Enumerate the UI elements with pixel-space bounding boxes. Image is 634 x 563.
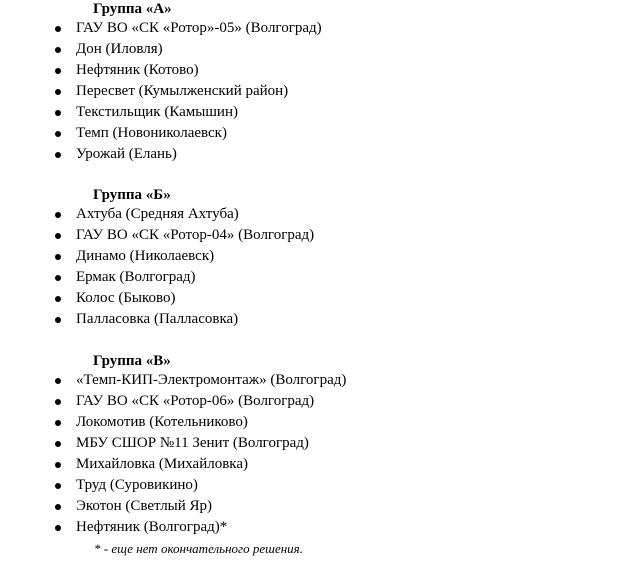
team-name: Экотон (Светлый Яр) [76, 498, 213, 514]
list-item [0, 309, 634, 330]
bullet-icon [55, 483, 61, 489]
group-a-team-list [0, 18, 634, 165]
team-name: Михайловка (Михайловка) [76, 456, 249, 472]
list-item [0, 144, 634, 165]
bullet-icon [55, 441, 61, 447]
bullet-icon [55, 89, 61, 95]
team-name: Динамо (Николаевск) [76, 248, 215, 264]
team-name: Ермак (Волгоград) [76, 269, 196, 285]
bullet-icon [55, 296, 61, 302]
list-item [0, 496, 634, 517]
team-name: Урожай (Елань) [76, 146, 177, 162]
team-name: ГАУ ВО «СК «Ротор-04» (Волгоград) [76, 227, 315, 243]
list-item [0, 123, 634, 144]
team-name: МБУ СШОР №11 Зенит (Волгоград) [76, 435, 309, 451]
group-b-title: Группа «Б» [93, 187, 171, 203]
list-item [0, 246, 634, 267]
bullet-icon [55, 317, 61, 323]
list-item [0, 204, 634, 225]
bullet-icon [55, 525, 61, 531]
list-item [0, 475, 634, 496]
bullet-icon [55, 233, 61, 239]
group-v-team-list [0, 370, 634, 538]
team-name: ГАУ ВО «СК «Ротор»-05» (Волгоград) [76, 20, 322, 36]
list-item [0, 454, 634, 475]
group-v-title: Группа «В» [93, 353, 171, 369]
bullet-icon [55, 275, 61, 281]
bullet-icon [55, 254, 61, 260]
list-item [0, 267, 634, 288]
bullet-icon [55, 47, 61, 53]
bullet-icon [55, 399, 61, 405]
list-item [0, 39, 634, 60]
team-name: «Темп-КИП-Электромонтаж» (Волгоград) [76, 372, 347, 388]
team-name: Труд (Суровикино) [76, 477, 198, 493]
bullet-icon [55, 378, 61, 384]
team-name: Текстильщик (Камышин) [76, 104, 238, 120]
list-item [0, 412, 634, 433]
group-v [0, 352, 634, 538]
team-name: Нефтяник (Волгоград)* [76, 519, 228, 535]
list-item [0, 370, 634, 391]
bullet-icon [55, 26, 61, 32]
group-a-title: Группа «А» [93, 1, 172, 17]
list-item [0, 391, 634, 412]
list-item [0, 60, 634, 81]
team-name: Дон (Иловля) [76, 41, 163, 57]
group-b [0, 186, 634, 330]
team-name: ГАУ ВО «СК «Ротор-06» (Волгоград) [76, 393, 315, 409]
list-item [0, 81, 634, 102]
bullet-icon [55, 212, 61, 218]
bullet-icon [55, 131, 61, 137]
team-name: Темп (Новониколаевск) [76, 125, 227, 141]
group-a [0, 0, 634, 165]
bullet-icon [55, 68, 61, 74]
list-item [0, 102, 634, 123]
team-name: Пересвет (Кумылженский район) [76, 83, 289, 99]
team-name: Палласовка (Палласовка) [76, 311, 239, 327]
list-item [0, 288, 634, 309]
list-item [0, 225, 634, 246]
team-name: Нефтяник (Котово) [76, 62, 199, 78]
group-b-team-list [0, 204, 634, 330]
team-name: Ахтуба (Средняя Ахтуба) [76, 206, 239, 222]
team-name: Колос (Быково) [76, 290, 176, 306]
list-item [0, 433, 634, 454]
bullet-icon [55, 420, 61, 426]
bullet-icon [55, 152, 61, 158]
bullet-icon [55, 110, 61, 116]
team-name: Локомотив (Котельниково) [76, 414, 248, 430]
bullet-icon [55, 462, 61, 468]
bullet-icon [55, 504, 61, 510]
list-item [0, 18, 634, 39]
footnote: * - еще нет окончательного решения. [94, 541, 303, 556]
list-item [0, 517, 634, 538]
